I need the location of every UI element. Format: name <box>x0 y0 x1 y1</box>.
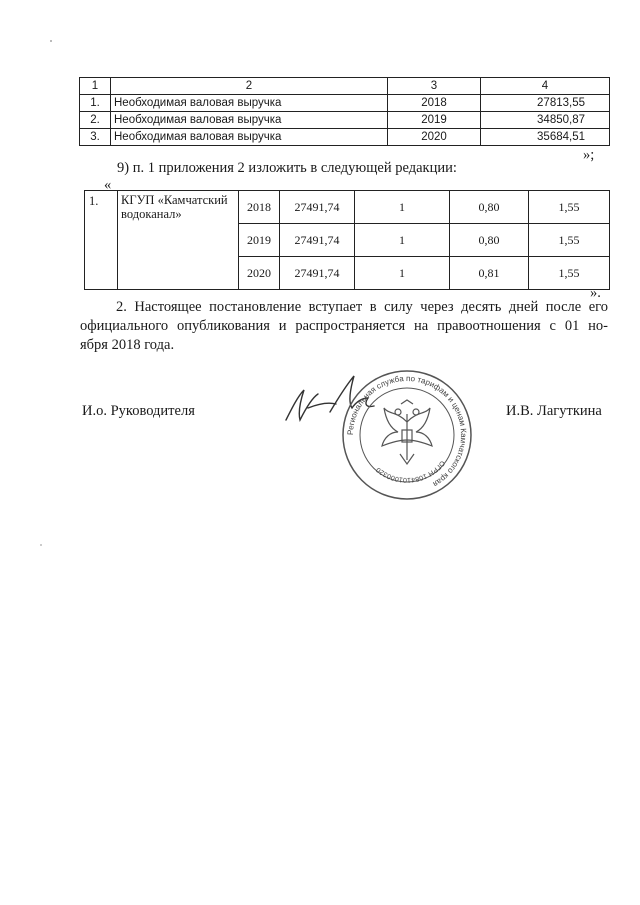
table-row <box>80 95 610 112</box>
row-col4: 0,80 <box>450 224 529 257</box>
row-index: 1. <box>85 191 118 290</box>
table-row <box>80 129 610 146</box>
header-cell: 1 <box>80 78 111 95</box>
paragraph-2-line: официального опубликования и распространяется на правоотношения с 01 но- <box>80 318 608 334</box>
row-col4: 0,81 <box>450 257 529 290</box>
row-year: 2019 <box>388 112 481 129</box>
seal-outer-text: Региональная служба по тарифам и ценам Камчатского края <box>345 373 469 489</box>
row-name: Необходимая валовая выручка <box>111 129 388 146</box>
seal-inner-text: ОГРН 1084101000320 <box>375 459 446 484</box>
row-col5: 1,55 <box>529 224 610 257</box>
paragraph-2-line: 2. Настоящее постановление вступает в силу через десять дней после его <box>116 299 608 315</box>
row-col3: 1 <box>355 257 450 290</box>
scan-speck <box>40 544 42 546</box>
table-header-row <box>80 78 610 95</box>
table1-closing-mark: »; <box>583 147 595 163</box>
row-number: 1. <box>80 95 111 112</box>
row-name: Необходимая валовая выручка <box>111 112 388 129</box>
row-col5: 1,55 <box>529 191 610 224</box>
row-year: 2019 <box>239 224 280 257</box>
scan-speck <box>50 40 52 42</box>
row-number: 2. <box>80 112 111 129</box>
row-col5: 1,55 <box>529 257 610 290</box>
paragraph-9: 9) п. 1 приложения 2 изложить в следующей редакции: <box>117 160 457 176</box>
header-cell: 3 <box>388 78 481 95</box>
row-year: 2020 <box>239 257 280 290</box>
paragraph-2 <box>80 298 608 355</box>
row-year: 2018 <box>239 191 280 224</box>
organization-name: КГУП «Камчатский водоканал» <box>118 191 239 290</box>
revenue-table <box>79 77 610 146</box>
row-value: 27491,74 <box>280 257 355 290</box>
tariff-table <box>84 190 610 290</box>
row-value: 35684,51 <box>481 129 610 146</box>
row-col4: 0,80 <box>450 191 529 224</box>
row-year: 2018 <box>388 95 481 112</box>
paragraph-2-line: ября 2018 года. <box>80 337 175 353</box>
row-name: Необходимая валовая выручка <box>111 95 388 112</box>
header-cell: 4 <box>481 78 610 95</box>
table2-closing-mark: ». <box>590 285 601 301</box>
row-value: 34850,87 <box>481 112 610 129</box>
header-cell: 2 <box>111 78 388 95</box>
row-number: 3. <box>80 129 111 146</box>
table-row <box>85 191 610 224</box>
row-value: 27813,55 <box>481 95 610 112</box>
row-year: 2020 <box>388 129 481 146</box>
row-value: 27491,74 <box>280 191 355 224</box>
row-col3: 1 <box>355 224 450 257</box>
row-col3: 1 <box>355 191 450 224</box>
eagle-emblem <box>382 400 432 464</box>
signature-position: И.о. Руководителя <box>82 403 195 419</box>
table-row <box>80 112 610 129</box>
official-seal <box>340 368 474 502</box>
signer-name: И.В. Лагуткина <box>506 403 602 419</box>
row-value: 27491,74 <box>280 224 355 257</box>
table2-open-quote: « <box>104 177 112 193</box>
